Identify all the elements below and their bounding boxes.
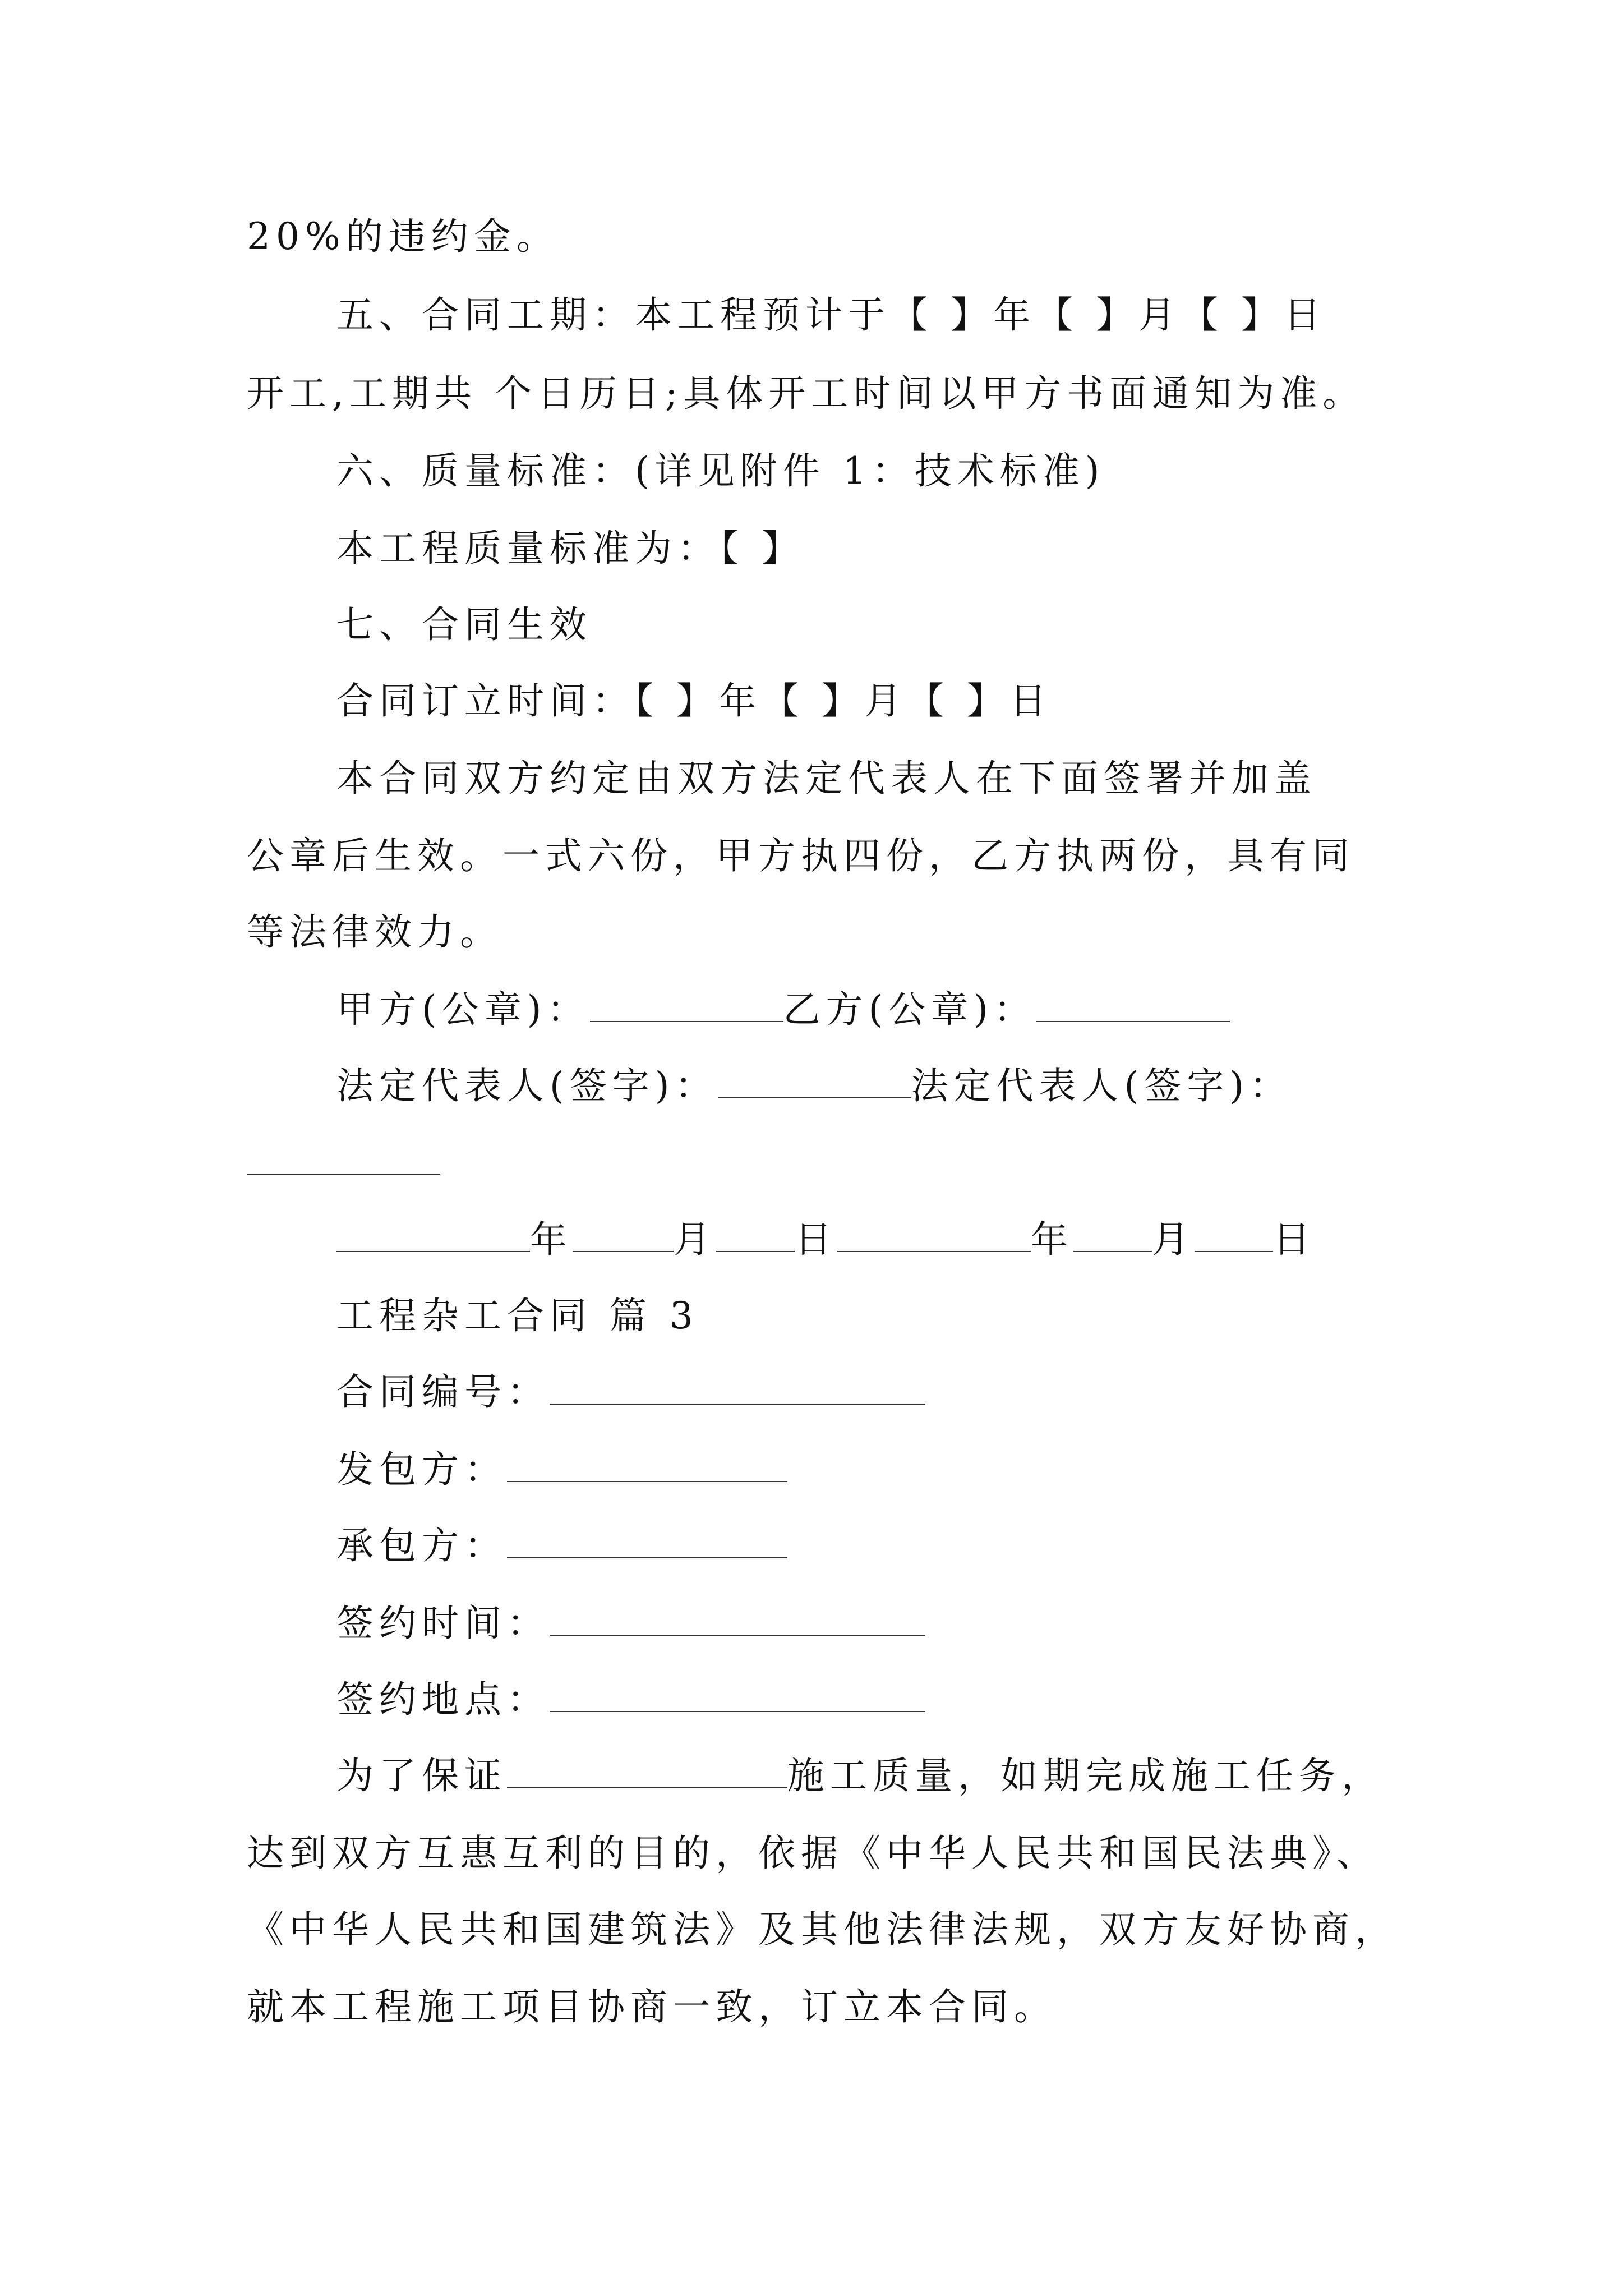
intro-line-4: 就本工程施工项目协商一致，订立本合同。: [247, 1985, 1057, 2028]
date-a-month: 月: [674, 1218, 716, 1261]
rep-b-label: 法定代表人(签字)：: [911, 1064, 1292, 1107]
effect-line-1: 本合同双方约定由双方法定代表人在下面签署并加盖: [336, 757, 1317, 800]
rep-a-label: 法定代表人(签字)：: [336, 1064, 718, 1107]
date-b-day-blank: [1195, 1217, 1273, 1252]
contract-no-label: 合同编号：: [336, 1370, 550, 1414]
intro-prefix: 为了保证: [336, 1754, 507, 1797]
clause-7-title: 七、合同生效: [336, 603, 592, 646]
date-a-day-blank: [716, 1217, 795, 1252]
party-seal-line: [336, 987, 1230, 1032]
signature-date-line: [336, 1217, 1316, 1262]
contractor-line: [336, 1524, 787, 1568]
contractor-label: 承包方：: [336, 1524, 507, 1567]
date-a-day: 日: [795, 1218, 837, 1261]
date-a-month-blank: [573, 1217, 674, 1252]
date-b-day: 日: [1273, 1218, 1316, 1261]
project-name-blank: [507, 1754, 787, 1788]
intro-suffix: 施工质量，如期完成施工任务，: [787, 1754, 1384, 1797]
employer-blank: [507, 1447, 787, 1482]
party-b-seal-label: 乙方(公章)：: [783, 988, 1036, 1031]
date-b-year-blank: [837, 1217, 1031, 1252]
party-a-seal-blank: [590, 987, 783, 1022]
rep-b-blank: [247, 1140, 440, 1175]
clause-5-line-1: 五、合同工期：本工程预计于【 】年【 】月【 】日: [336, 293, 1326, 337]
representative-line: [336, 1064, 1292, 1108]
sign-place-blank: [550, 1677, 925, 1712]
rep-b-blank-line: [247, 1140, 440, 1185]
sign-time-label: 签约时间：: [336, 1602, 550, 1645]
contract-no-line: [336, 1370, 925, 1415]
quality-standard-line: 本工程质量标准为：【 】: [336, 527, 804, 570]
party-a-seal-label: 甲方(公章)：: [336, 988, 590, 1031]
sign-time-blank: [550, 1601, 925, 1636]
clause-6-title: 六、质量标准：(详见附件 1：技术标准): [336, 449, 1105, 493]
section-title: 工程杂工合同 篇 3: [336, 1294, 699, 1337]
intro-line-2: 达到双方互惠互利的目的，依据《中华人民共和国民法典》、: [247, 1832, 1379, 1875]
date-a-year-blank: [336, 1217, 530, 1252]
contractor-blank: [507, 1524, 787, 1558]
date-b-month: 月: [1152, 1218, 1195, 1261]
rep-a-blank: [718, 1064, 911, 1098]
employer-label: 发包方：: [336, 1448, 507, 1491]
date-b-month-blank: [1073, 1217, 1152, 1252]
sign-place-line: [336, 1677, 925, 1722]
employer-line: [336, 1447, 787, 1492]
sign-time-line: [336, 1601, 925, 1646]
contract-date-line: 合同订立时间：【 】年【 】月【 】日: [336, 679, 1052, 723]
clause-5-line-2: 开工,工期共 个日历日;具体开工时间以甲方书面通知为准。: [247, 372, 1366, 415]
intro-line-3: 《中华人民共和国建筑法》及其他法律法规，双方友好协商，: [247, 1908, 1398, 1951]
date-a-year: 年: [530, 1218, 573, 1261]
contract-no-blank: [550, 1370, 925, 1405]
intro-line-1: [336, 1754, 1384, 1798]
sign-place-label: 签约地点：: [336, 1678, 550, 1721]
party-b-seal-blank: [1036, 987, 1230, 1022]
effect-line-2: 公章后生效。一式六份，甲方执四份，乙方执两份，具有同: [247, 834, 1355, 877]
penalty-line: 20%的违约金。: [247, 215, 559, 258]
effect-line-3: 等法律效力。: [247, 910, 502, 954]
date-b-year: 年: [1031, 1218, 1073, 1261]
